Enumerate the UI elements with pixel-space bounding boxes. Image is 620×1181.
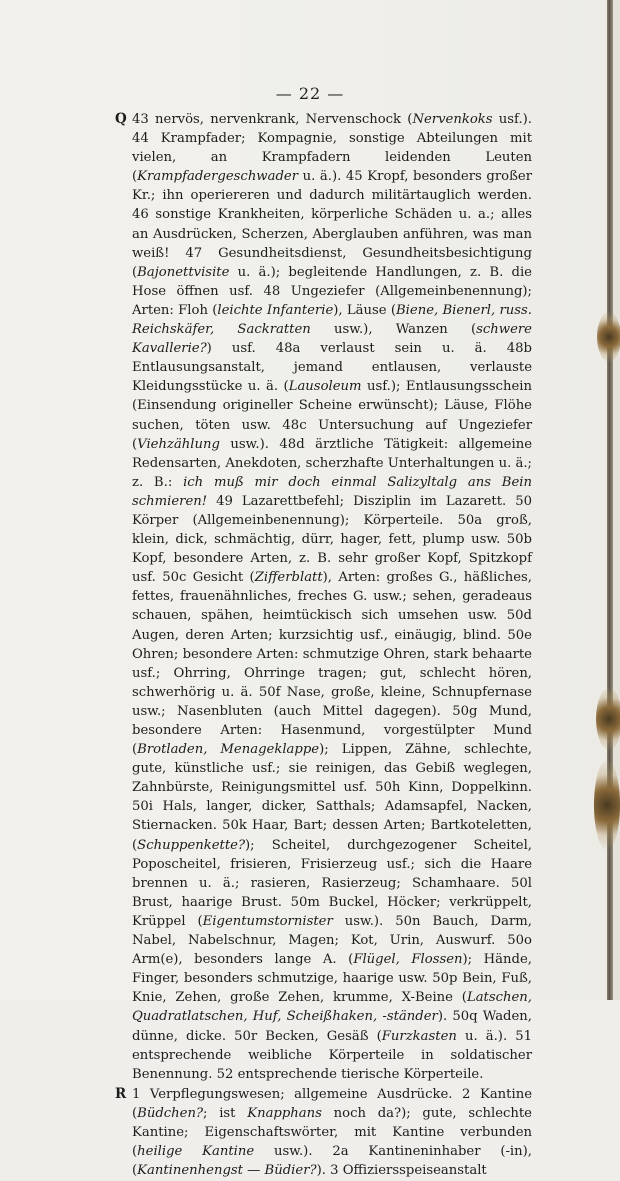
italic-term: Knapphans xyxy=(247,1105,322,1121)
section-text xyxy=(132,110,532,1084)
italic-term: schwere Kavallerie? xyxy=(132,322,532,357)
text-run: ); Hände, Finger, besonders schmutzige, haarige usw. 50p Bein, Fuß, Knie, Zehen, große Zehen, krumme, X-Beine ( xyxy=(132,952,532,1006)
text-run: u. ä.). 45 Kropf, besonders großer Kr.; ihn operiereren und dadurch militärtauglich werden. 46 sonstige Krankheiten, körperliche Schäden u. a.; alles an Ausdrücken, Scherzen, Aberglauben anführen, was man weiß! 47 Gesundheitsdienst, Gesundheitsbesichtigung ( xyxy=(132,169,532,280)
text-run: 49 Lazarettbefehl; Disziplin im Lazarett. 50 Körper (Allgemeinbenennung); Körperteile. 50a groß, klein, dick, schmächtig, dürr, hager, fett, plump usw. 50b Kopf, besondere Arten, z. B. sehr großer Kopf, Spitzkopf usf. 50c Gesicht ( xyxy=(132,493,532,586)
burn-stain xyxy=(594,760,620,850)
section-text xyxy=(132,1085,532,1180)
section-letter: Q xyxy=(115,111,127,127)
text-run: usw.). 48d ärztliche Tätigkeit: allgemeine Redensarten, Anekdoten, scherzhafte Unterhaltungen u. ä.; z. B.: xyxy=(132,436,532,490)
burn-stain xyxy=(597,312,620,362)
italic-term: leichte Infanterie xyxy=(217,302,334,318)
section-entry xyxy=(115,1085,532,1180)
text-run: ); Lippen, Zähne, schlechte, gute, künstliche usf.; sie reinigen, das Gebiß weglegen, Zahnbürste, Reinigungsmittel usf. 50h Kinn, Doppelkinn. 50i Hals, langer, dicker, Satthals; Adamsapfel, Nacken, Stiernacken. 50k Haar, Bart; dessen Arten; Bartkoteletten, ( xyxy=(132,742,532,853)
body-text xyxy=(115,110,533,1181)
page-number: — 22 — xyxy=(275,84,345,103)
italic-term: Flügel, Flossen xyxy=(353,952,463,968)
section-letter: R xyxy=(115,1085,127,1102)
italic-term: Brotladen, Menageklappe xyxy=(137,742,320,758)
italic-term: Lausoleum xyxy=(288,379,362,395)
text-run: u. ä.); begleitende Handlungen, z. B. die Hose öffnen usf. 48 Ungeziefer (Allgemeinbenennung); Arten: Floh ( xyxy=(132,264,532,318)
italic-term: Nervenkoks xyxy=(412,112,493,127)
text-run: usw.), Wanzen ( xyxy=(310,322,477,338)
text-run: usw.). 2a Kantineninhaber (-in), ( xyxy=(132,1144,532,1179)
italic-term: Kantinenhengst — Büdier? xyxy=(137,1163,317,1179)
italic-term: Schuppenkette? xyxy=(137,837,246,853)
italic-term: Viehzählung xyxy=(137,436,220,452)
text-run: ) usf. 48a verlaust sein u. ä. 48b Entlausungsanstalt, jemand entlausen, verlauste Kleidungsstücke u. ä. ( xyxy=(132,341,532,395)
italic-term: Latschen, Quadratlatschen, Huf, Scheißhaken, -ständer xyxy=(132,990,532,1025)
text-run: ); Scheitel, durchgezogener Scheitel, Poposcheitel, frisieren, Frisierzeug usf.; sich die Haare brennen u. ä.; rasieren, Rasierzeug; Schamhaare. 50l Brust, haarige Brust. 50m Buckel, Höcker; verkrüppelt, Krüppel ( xyxy=(132,837,532,929)
italic-term: Krampfadergeschwader xyxy=(137,169,299,185)
section-entry xyxy=(115,110,533,1084)
text-run: ), Läuse ( xyxy=(333,302,396,318)
text-run: usf.). 44 Krampfader; Kompagnie, sonstige Abteilungen mit vielen, an Krampfadern leidenden Leuten ( xyxy=(132,112,532,185)
italic-term: Biene, Bienerl, russ. Reichskäfer, Sackratten xyxy=(132,302,532,338)
italic-term: Bajonettvisite xyxy=(137,264,230,280)
italic-term: ich muß mir doch einmal Salizyltalg ans Bein schmieren! xyxy=(132,474,533,509)
text-run: 1 Verpflegungswesen; allgemeine Ausdrücke. 2 Kantine ( xyxy=(132,1086,532,1121)
italic-term: Eigentumstornister xyxy=(202,913,333,929)
text-run: ; ist xyxy=(203,1105,248,1121)
next-page-strip xyxy=(613,0,620,1000)
text-run: noch da?); gute, schlechte Kantine; Eigenschaftswörter, mit Kantine verbunden ( xyxy=(132,1105,532,1160)
text-run: usf.); Entlausungsschein (Einsendung origineller Scheine erwünscht); Läuse, Flöhe suchen, töten usw. 48c Untersuchung auf Ungeziefer ( xyxy=(132,379,532,452)
italic-term: Zifferblatt xyxy=(254,570,323,586)
text-run: u. ä.). 51 entsprechende weibliche Körperteile in soldatischer Benennung. 52 entsprechende tierische Körperteile. xyxy=(132,1028,533,1082)
italic-term: heilige Kantine xyxy=(137,1144,255,1160)
text-run: ), Arten: großes G., häßliches, fettes, frauenähnliches, freches G. usw.; sehen, geradeaus schauen, spähen, heimtückisch sich umsehen usw. 50d Augen, deren Arten; kurzsichtig usf., einäugig, blind. 50e Ohren; besondere Arten: schmutzige Ohren, stark behaarte usf.; Ohrring, Ohrringe tragen; gut, schlecht hören, schwerhörig u. ä. 50f Nase, große, kleine, Schnupfernase usw.; Nasenbluten (auch Mittel dagegen). 50g Mund, besondere Arten: Hasenmund, vorgestülpter Mund ( xyxy=(132,570,532,758)
italic-term: Büdchen? xyxy=(137,1105,204,1121)
text-run: ). 50q Waden, dünne, dicke. 50r Becken, Gesäß ( xyxy=(132,1009,532,1044)
italic-term: Furzkasten xyxy=(381,1028,457,1044)
text-run: usw.). 50n Bauch, Darm, Nabel, Nabelschnur, Magen; Kot, Urin, Auswurf. 50o Arm(e), besonders lange A. ( xyxy=(132,913,532,968)
text-run: ). 3 Offiziersspeiseanstalt xyxy=(316,1163,487,1179)
burn-stain xyxy=(596,688,620,750)
text-run: 43 nervös, nervenkrank, Nervenschock ( xyxy=(132,112,413,127)
